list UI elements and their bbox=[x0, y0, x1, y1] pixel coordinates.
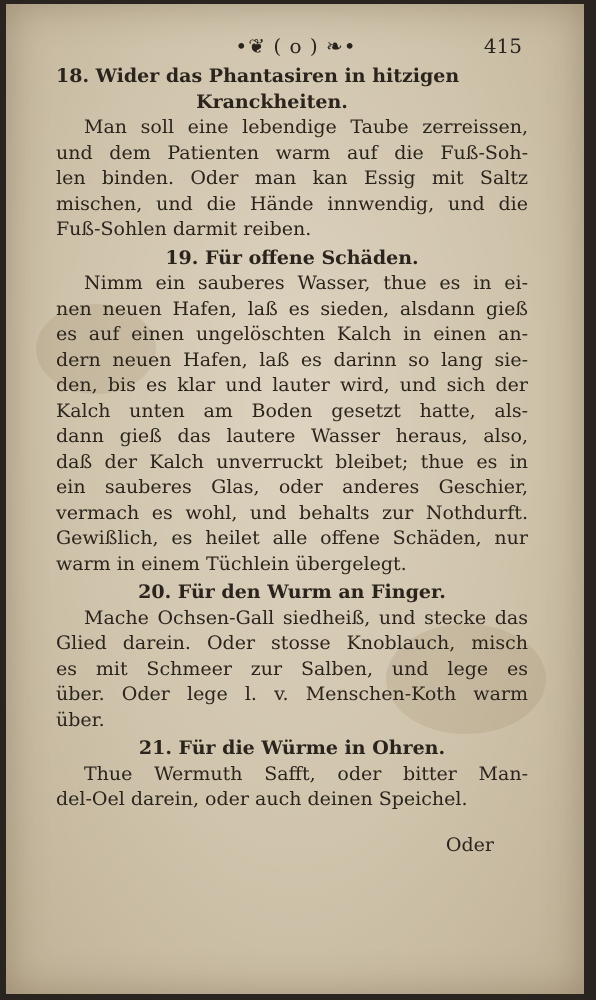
section-heading bbox=[56, 64, 528, 115]
body-line: Mache Ochsen-Gall siedheiß, und stecke das bbox=[84, 606, 528, 629]
body-line: warm in einem Tüchlein übergelegt. bbox=[56, 552, 407, 575]
body-line: Thue Wermuth Safft, oder bitter Man- bbox=[84, 762, 528, 785]
heading-line: 21. Für die Würme in Ohren. bbox=[138, 737, 446, 759]
section-body bbox=[56, 271, 528, 577]
body-line: daß der Kalch unverruckt bleibet; thue es in bbox=[56, 450, 528, 473]
section-heading bbox=[56, 246, 528, 272]
body-line: und dem Patienten warm auf die Fuß-Soh- bbox=[56, 141, 528, 164]
body-line: nen neuen Hafen, laß es sieden, alsdann gieß bbox=[56, 297, 528, 320]
body-line: über. bbox=[56, 708, 105, 731]
section-body bbox=[56, 762, 528, 813]
body-line: mischen, und die Hände innwendig, und die bbox=[56, 192, 528, 215]
body-line: über. Oder lege l. v. Menschen-Koth warm bbox=[56, 683, 528, 705]
body-line: Glied darein. Oder stosse Knoblauch, misch bbox=[56, 632, 528, 654]
body-line: Kalch unten am Boden gesetzt hatte, als- bbox=[56, 399, 528, 422]
body-line: Fuß-Sohlen darmit reiben. bbox=[56, 218, 312, 240]
section-heading bbox=[56, 736, 528, 762]
section-body bbox=[56, 606, 528, 734]
body-line: ein sauberes Glas, oder anderes Geschier, bbox=[56, 476, 528, 498]
body-line: Man soll eine lebendige Taube zerreissen, bbox=[84, 116, 528, 138]
body-line: del-Oel darein, oder auch deinen Speichel. bbox=[56, 788, 468, 810]
section-heading bbox=[56, 580, 528, 606]
body-line: Gewißlich, es heilet alle offene Schäden, nur bbox=[56, 527, 528, 549]
page-number: 415 bbox=[483, 34, 522, 58]
body-line: dern neuen Hafen, laß es darinn so lang sie- bbox=[56, 348, 528, 371]
book-page bbox=[6, 4, 584, 994]
heading-line: 20. Für den Wurm an Finger. bbox=[138, 581, 446, 603]
body-line: den, bis es klar und lauter wird, und sich der bbox=[56, 374, 528, 396]
page-content bbox=[56, 64, 528, 816]
body-line: es auf einen ungelöschten Kalch in einen an- bbox=[56, 323, 528, 345]
body-line: es mit Schmeer zur Salben, und lege es bbox=[56, 657, 528, 680]
heading-line: 18. Wider das Phantasiren in hitzigen bbox=[56, 65, 460, 87]
heading-line: Kranckheiten. bbox=[196, 90, 348, 113]
body-line: dann gieß das lautere Wasser heraus, also, bbox=[56, 425, 528, 447]
section-body bbox=[56, 115, 528, 243]
heading-line: 19. Für offene Schäden. bbox=[165, 246, 419, 269]
page-header bbox=[6, 34, 584, 62]
body-line: vermach es wohl, und behalts zur Nothdurft. bbox=[56, 501, 528, 524]
catchword: Oder bbox=[445, 834, 494, 856]
header-ornament: •❦ ( o ) ❧• bbox=[235, 34, 357, 58]
body-line: Nimm ein sauberes Wasser, thue es in ei- bbox=[84, 272, 528, 294]
body-line: len binden. Oder man kan Essig mit Saltz bbox=[56, 167, 528, 189]
